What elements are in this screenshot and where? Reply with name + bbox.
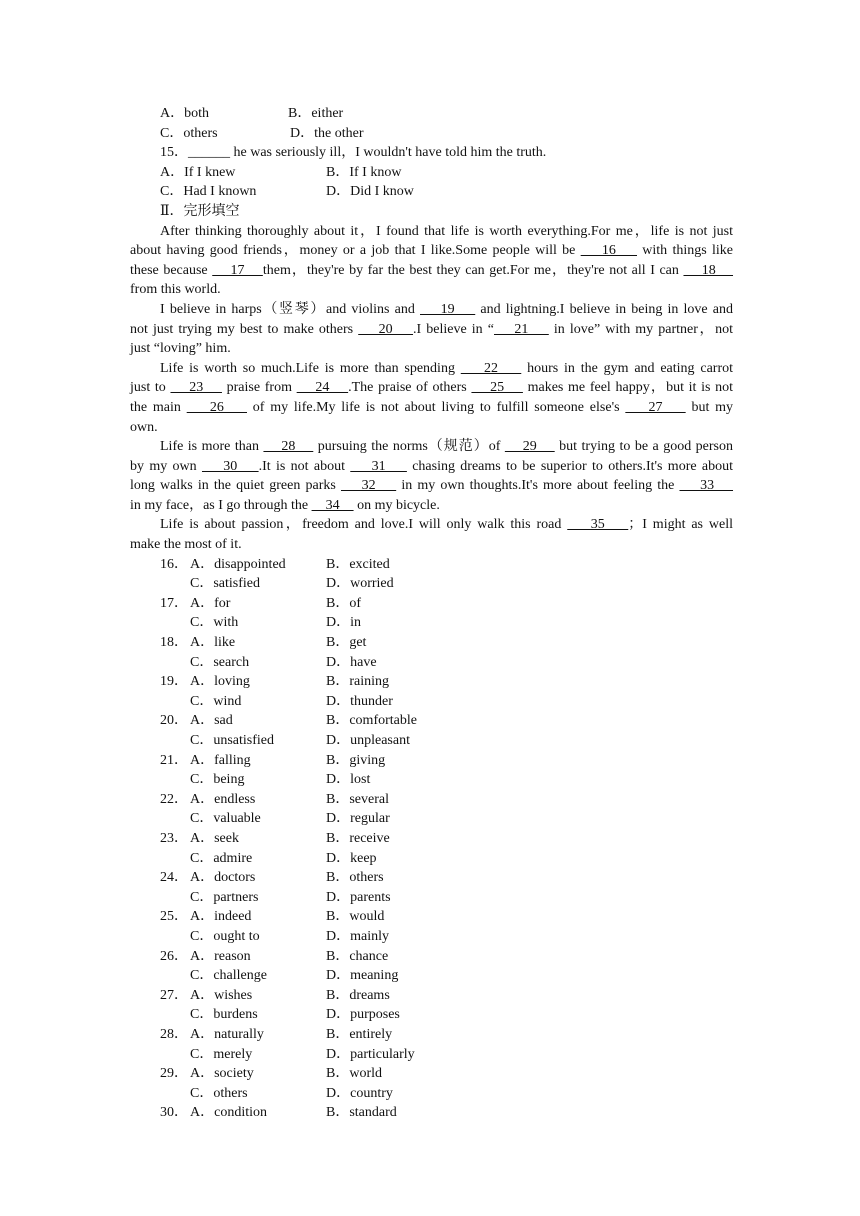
- option-b: B．comfortable: [326, 713, 417, 729]
- blank-31: 31: [350, 458, 407, 474]
- passage-text: .I believe in “: [413, 321, 494, 337]
- option-a: A．falling: [190, 752, 251, 768]
- option-a: A．seek: [190, 830, 239, 846]
- question-number: 30．: [160, 1105, 188, 1121]
- option-c: C．being: [190, 772, 245, 788]
- option-a: A．naturally: [190, 1026, 264, 1042]
- blank-18: 18: [683, 262, 734, 278]
- passage-text: praise from: [221, 380, 297, 396]
- question-number: 17．: [160, 595, 188, 611]
- option-b: B．others: [326, 870, 384, 886]
- passage-text: Life is more than: [160, 439, 264, 455]
- passage-text: chasing dreams to be superior to others.It's more about: [406, 458, 733, 474]
- passage-text: in love” with my partner，not: [548, 321, 734, 337]
- blank-20: 20: [358, 321, 414, 337]
- option-d: D．mainly: [326, 928, 389, 944]
- blank-21: 21: [494, 321, 549, 337]
- option-b: B．world: [326, 1066, 382, 1082]
- option-b: B．chance: [326, 948, 389, 964]
- q14-option-c: C．others: [160, 125, 218, 141]
- blank-27: 27: [625, 399, 686, 415]
- option-c: C．wind: [190, 693, 242, 709]
- q15-options-row-1: [130, 163, 733, 183]
- question-number: 20．: [160, 713, 188, 729]
- passage-p4-line-3: [130, 476, 733, 496]
- passage-p1-line-2: [130, 241, 733, 261]
- option-b: B．get: [326, 635, 367, 651]
- passage-p5-line-1: [130, 515, 733, 535]
- passage-p3-line-3: [130, 398, 733, 418]
- blank-34: 34: [311, 497, 354, 513]
- question-number: 28．: [160, 1026, 188, 1042]
- passage-text: of my life.My life is not about living to fulfill someone else's: [247, 399, 626, 415]
- question-row: [130, 986, 733, 1006]
- passage-p1-line-4: [130, 280, 733, 300]
- blank-16: 16: [580, 243, 637, 259]
- passage-text: make the most of it.: [130, 537, 242, 553]
- passage-p5-line-2: [130, 535, 733, 555]
- option-b: B．would: [326, 909, 385, 925]
- option-a: A．indeed: [190, 909, 252, 925]
- option-b: B．several: [326, 791, 389, 807]
- option-c: C．others: [190, 1085, 248, 1101]
- blank-19: 19: [420, 301, 476, 317]
- passage-text: and lightning.I believe in being in love and: [475, 301, 734, 317]
- question-row: [130, 692, 733, 712]
- q15-stem: [130, 143, 733, 163]
- q14-option-d: D．the other: [290, 125, 364, 141]
- q15-option-c: C．Had I known: [160, 184, 257, 200]
- question-row: [130, 594, 733, 614]
- option-a: A．loving: [190, 674, 250, 690]
- passage-text: not just trying my best to make others: [130, 321, 359, 337]
- passage-p2-line-3: [130, 339, 733, 359]
- question-number: 21．: [160, 752, 188, 768]
- passage-text: with things like: [637, 243, 733, 259]
- blank-29: 29: [504, 439, 555, 455]
- option-b: B．excited: [326, 556, 390, 572]
- question-number: 23．: [160, 830, 188, 846]
- question-row: [130, 653, 733, 673]
- option-c: C．ought to: [190, 928, 260, 944]
- option-d: D．thunder: [326, 693, 393, 709]
- blank-30: 30: [201, 458, 259, 474]
- option-b: B．standard: [326, 1105, 397, 1121]
- option-b: B．entirely: [326, 1026, 393, 1042]
- q15-option-b: B．If I know: [326, 164, 402, 180]
- option-a: A．condition: [190, 1105, 267, 1121]
- question-row: [130, 574, 733, 594]
- option-d: D．particularly: [326, 1046, 415, 1062]
- passage-p1-line-1: [130, 222, 733, 242]
- blank-17: 17: [212, 262, 263, 278]
- question-row: [130, 1103, 733, 1123]
- question-row: [130, 751, 733, 771]
- option-c: C．unsatisfied: [190, 733, 274, 748]
- q14-options-row-2: [130, 124, 733, 144]
- option-d: D．meaning: [326, 968, 399, 984]
- question-row: [130, 770, 733, 790]
- option-a: A．disappointed: [190, 556, 286, 572]
- passage-p3-line-2: [130, 378, 733, 398]
- option-b: B．dreams: [326, 987, 390, 1003]
- option-c: C．admire: [190, 850, 253, 866]
- q15-text: he was seriously ill，I wouldn't have told him the truth.: [230, 145, 547, 161]
- passage-p3-line-4: [130, 418, 733, 438]
- question-row: [130, 947, 733, 967]
- cloze-questions: [130, 555, 733, 1123]
- question-row: [130, 849, 733, 869]
- passage-p4-line-4: [130, 496, 733, 516]
- passage-text: these because: [130, 262, 213, 278]
- option-a: A．endless: [190, 791, 256, 807]
- q15-option-a: A．If I knew: [160, 164, 236, 180]
- blank-22: 22: [460, 360, 522, 376]
- option-d: D．regular: [326, 811, 390, 827]
- question-row: [130, 868, 733, 888]
- option-a: A．reason: [190, 948, 251, 964]
- passage-text: on my bicycle.: [353, 497, 440, 513]
- passage-text: in my own thoughts.It's more about feeling the: [396, 478, 680, 494]
- option-d: D．keep: [326, 850, 377, 866]
- option-c: C．search: [190, 654, 250, 670]
- option-d: D．parents: [326, 889, 391, 905]
- blank-35: 35: [567, 517, 629, 533]
- blank-25: 25: [471, 380, 523, 396]
- question-row: [130, 790, 733, 810]
- passage-text: just “loving” him.: [130, 341, 231, 357]
- question-number: 22．: [160, 791, 188, 807]
- question-number: 24．: [160, 870, 188, 886]
- option-d: D．lost: [326, 772, 371, 788]
- passage-text: own.: [130, 419, 158, 435]
- section-title: Ⅱ．完形填空: [160, 203, 240, 219]
- blank-23: 23: [170, 380, 222, 396]
- q15-option-d: D．Did I know: [326, 184, 414, 200]
- option-d: D．worried: [326, 576, 394, 592]
- question-number: 26．: [160, 948, 188, 964]
- passage-p2-line-2: [130, 320, 733, 340]
- passage-text: in my face，as I go through the: [130, 497, 312, 513]
- question-row: [130, 1064, 733, 1084]
- passage-text: about having good friends，money or a job that I like.Some people will be: [130, 243, 581, 259]
- option-c: C．merely: [190, 1046, 253, 1062]
- passage-text: but my: [685, 399, 734, 415]
- question-number: 16．: [160, 556, 188, 572]
- passage-text: pursuing the norms（规范）of: [313, 439, 505, 455]
- option-c: C．satisfied: [190, 576, 260, 592]
- option-a: A．society: [190, 1066, 254, 1082]
- passage-p3-line-1: [130, 359, 733, 379]
- passage-text: the main: [130, 399, 187, 415]
- passage-text: hours in the gym and eating carrot: [521, 360, 734, 376]
- option-a: A．wishes: [190, 987, 253, 1003]
- q14-options-row-1: [130, 104, 733, 124]
- question-row: [130, 613, 733, 633]
- blank-33: 33: [679, 478, 734, 494]
- passage-text: but trying to be a good person: [554, 439, 734, 455]
- question-row: [130, 633, 733, 653]
- question-row: [130, 927, 733, 947]
- passage-text: them，they're by far the best they can get.For me，they're not all I can: [262, 262, 684, 278]
- cloze-passage: [130, 222, 733, 555]
- question-row: [130, 809, 733, 829]
- question-row: [130, 907, 733, 927]
- passage-text: long walks in the quiet green parks: [130, 478, 341, 494]
- q14-option-b: B．either: [288, 106, 344, 121]
- option-c: C．challenge: [190, 968, 267, 984]
- option-d: D．purposes: [326, 1007, 400, 1023]
- passage-p4-line-1: [130, 437, 733, 457]
- q15-blank: ______: [188, 145, 230, 161]
- question-row: [130, 1005, 733, 1025]
- option-d: D．in: [326, 615, 361, 631]
- passage-text: .It is not about: [258, 458, 351, 474]
- passage-text: from this world.: [130, 282, 221, 298]
- question-number: 19．: [160, 674, 188, 690]
- passage-p2-line-1: [130, 300, 733, 320]
- question-number: 27．: [160, 987, 188, 1003]
- passage-p4-line-2: [130, 457, 733, 477]
- question-row: [130, 888, 733, 908]
- passage-text: by my own: [130, 458, 202, 474]
- blank-32: 32: [340, 478, 397, 494]
- option-a: A．like: [190, 635, 236, 651]
- option-c: C．burdens: [190, 1007, 258, 1023]
- question-row: [130, 1025, 733, 1045]
- q15-number: 15．: [160, 145, 188, 161]
- option-b: B．giving: [326, 752, 386, 768]
- option-c: C．valuable: [190, 811, 261, 827]
- option-c: C．with: [190, 615, 239, 631]
- option-a: A．sad: [190, 713, 233, 729]
- option-b: B．receive: [326, 830, 390, 846]
- question-row: [130, 555, 733, 575]
- passage-text: I believe in harps（竖琴）and violins and: [160, 301, 421, 317]
- question-number: 29．: [160, 1066, 188, 1082]
- option-a: A．doctors: [190, 870, 256, 886]
- question-row: [130, 966, 733, 986]
- passage-p1-line-3: [130, 261, 733, 281]
- question-number: 18．: [160, 635, 188, 651]
- blank-24: 24: [296, 380, 349, 396]
- q14-option-a: A．both: [160, 106, 209, 121]
- option-c: C．partners: [190, 889, 259, 905]
- blank-26: 26: [186, 399, 247, 415]
- passage-text: makes me feel happy，but it is not: [522, 380, 734, 396]
- passage-text: .The praise of others: [348, 380, 472, 396]
- question-number: 25．: [160, 909, 188, 925]
- blank-28: 28: [263, 439, 314, 455]
- exam-page: [130, 104, 733, 1123]
- question-row: [130, 672, 733, 692]
- question-row: [130, 1084, 733, 1104]
- question-row: [130, 829, 733, 849]
- passage-text: just to: [130, 380, 171, 396]
- option-b: B．of: [326, 595, 361, 611]
- passage-text: ；I might as well: [628, 517, 733, 533]
- q15-options-row-2: [130, 182, 733, 202]
- question-row: [130, 711, 733, 731]
- option-a: A．for: [190, 595, 231, 611]
- option-d: D．country: [326, 1085, 393, 1101]
- option-d: D．unpleasant: [326, 733, 410, 748]
- passage-text: Life is worth so much.Life is more than spending: [160, 360, 461, 376]
- question-row: [130, 731, 733, 751]
- option-d: D．have: [326, 654, 377, 670]
- question-row: [130, 1045, 733, 1065]
- passage-text: Life is about passion，freedom and love.I will only walk this road: [160, 517, 568, 533]
- passage-text: After thinking thoroughly about it，I found that life is worth everything.For me，life is not just: [160, 223, 733, 239]
- option-b: B．raining: [326, 674, 389, 690]
